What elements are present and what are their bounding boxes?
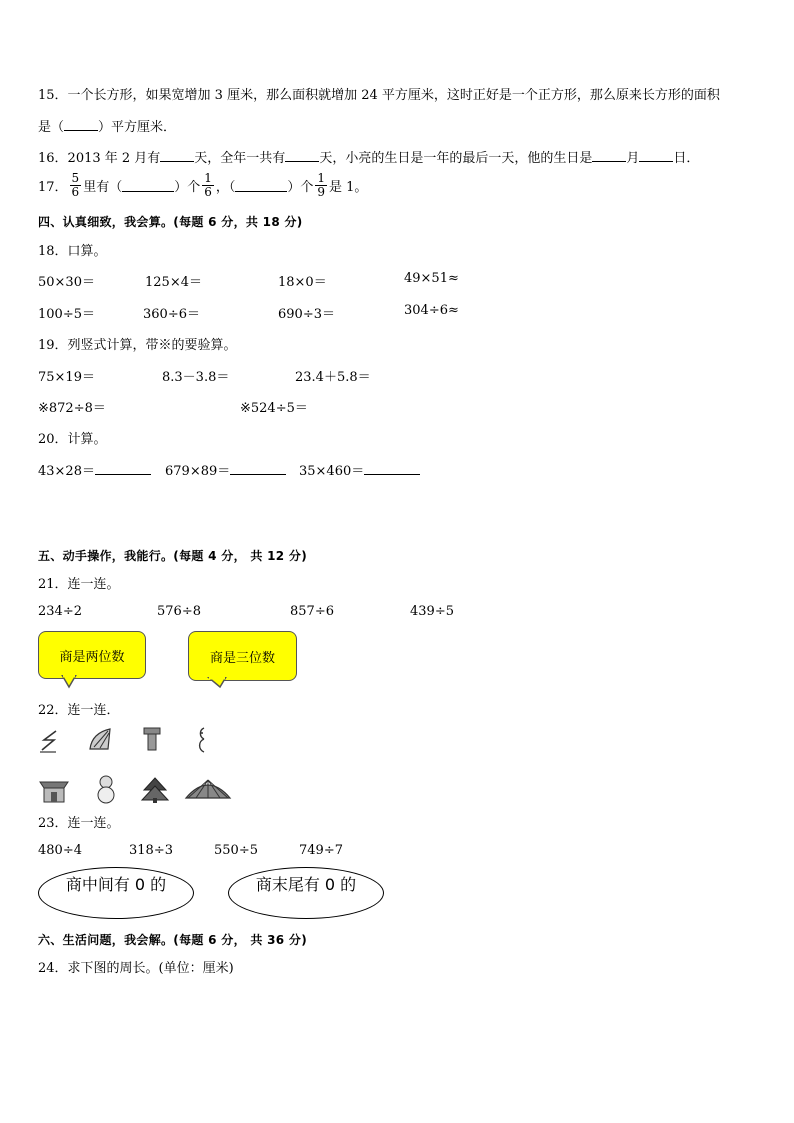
fraction-1-6: $\frac{1}{6}$ bbox=[204, 171, 212, 199]
q21-item: 439÷5 bbox=[410, 604, 454, 619]
q19-item: ※872÷8＝ bbox=[38, 401, 106, 416]
ellipse-zero-at-end[interactable]: 商末尾有 0 的 bbox=[228, 867, 384, 919]
q20-item: 35×460＝ bbox=[299, 460, 420, 479]
snowman-icon[interactable] bbox=[94, 774, 118, 804]
q15-answer-blank[interactable] bbox=[64, 117, 98, 131]
q18-item: 304÷6≈ bbox=[404, 303, 459, 318]
half-fan-icon[interactable] bbox=[86, 727, 114, 751]
q21-item: 857÷6 bbox=[290, 604, 334, 619]
q18-item: 100÷5＝ bbox=[38, 307, 95, 322]
q16-blank-days-feb[interactable] bbox=[160, 148, 194, 162]
q23-item: 480÷4 bbox=[38, 843, 82, 858]
bubble-tail bbox=[60, 675, 80, 689]
half-umbrella-icon[interactable] bbox=[38, 728, 60, 754]
q20-item: 679×89＝ bbox=[165, 460, 286, 479]
q20-blank-1[interactable] bbox=[95, 461, 151, 475]
q23-title: 23．连一连。 bbox=[38, 816, 120, 831]
half-house-icon[interactable] bbox=[140, 726, 164, 752]
q23-item: 749÷7 bbox=[299, 843, 343, 858]
q19-item: ※524÷5＝ bbox=[240, 401, 308, 416]
q22-title: 22．连一连． bbox=[38, 703, 120, 718]
q20-title: 20．计算。 bbox=[38, 432, 107, 447]
q15-line1: 15．一个长方形，如果宽增加 3 厘米，那么面积就增加 24 平方厘米，这时正好是一个正方形，那么原来长方形的面积 bbox=[38, 88, 720, 103]
q18-item: 18×0＝ bbox=[278, 275, 327, 290]
section-6-heading: 六、生活问题，我会解。(每题 6 分， 共 36 分) bbox=[38, 933, 308, 947]
q19-title: 19．列竖式计算，带※的要验算。 bbox=[38, 338, 237, 353]
q19-item: 75×19＝ bbox=[38, 370, 95, 385]
q16: 16．2013 年 2 月有 天，全年一共有 天，小亮的生日是一年的最后一天，他的生日是 月 日． bbox=[38, 147, 699, 166]
ellipse-zero-in-middle[interactable]: 商中间有 0 的 bbox=[38, 867, 194, 919]
q23-item: 318÷3 bbox=[129, 843, 173, 858]
section-5-heading: 五、动手操作，我能行。(每题 4 分， 共 12 分) bbox=[38, 549, 308, 563]
pine-tree-icon[interactable] bbox=[140, 776, 170, 804]
q20-blank-2[interactable] bbox=[230, 461, 286, 475]
fraction-1-9: $\frac{1}{9}$ bbox=[317, 171, 326, 199]
q18-title: 18．口算。 bbox=[38, 244, 107, 259]
q19-item: 8.3－3.8＝ bbox=[162, 370, 230, 385]
bubble-tail bbox=[206, 677, 230, 691]
section-4-heading: 四、认真细致，我会算。(每题 6 分，共 18 分) bbox=[38, 215, 303, 229]
bubble-two-digit-quotient[interactable]: 商是两位数 bbox=[38, 631, 146, 679]
q19-item: 23.4＋5.8＝ bbox=[295, 370, 371, 385]
q21-item: 234÷2 bbox=[38, 604, 82, 619]
q17: 17． $\frac{5}{6}$ 里有（ ）个 $\frac{1}{6}$ ，（ ）个 $\frac{1}{9}$ 是 1。 bbox=[38, 171, 368, 199]
q20-blank-3[interactable] bbox=[364, 461, 420, 475]
half-snowman-icon[interactable] bbox=[192, 726, 210, 754]
q20-item: 43×28＝ bbox=[38, 460, 151, 479]
q18-item: 49×51≈ bbox=[404, 271, 459, 286]
fraction-5-6: $\frac{5}{6}$ bbox=[71, 171, 80, 199]
q16-blank-day[interactable] bbox=[639, 148, 673, 162]
q24-title: 24．求下图的周长。(单位：厘米) bbox=[38, 961, 234, 976]
q16-blank-month[interactable] bbox=[592, 148, 626, 162]
q17-blank-1[interactable] bbox=[122, 178, 174, 192]
q18-item: 360÷6＝ bbox=[143, 307, 200, 322]
q21-item: 576÷8 bbox=[157, 604, 201, 619]
umbrella-icon[interactable] bbox=[184, 776, 232, 802]
q21-title: 21．连一连。 bbox=[38, 577, 120, 592]
bubble-three-digit-quotient[interactable]: 商是三位数 bbox=[188, 631, 297, 681]
q23-item: 550÷5 bbox=[214, 843, 258, 858]
q15-line2: 是（ ）平方厘米． bbox=[38, 116, 176, 135]
house-icon[interactable] bbox=[38, 776, 70, 804]
q18-item: 50×30＝ bbox=[38, 275, 95, 290]
q16-blank-days-year[interactable] bbox=[285, 148, 319, 162]
q17-blank-2[interactable] bbox=[235, 178, 287, 192]
q18-item: 125×4＝ bbox=[145, 275, 202, 290]
q18-item: 690÷3＝ bbox=[278, 307, 335, 322]
